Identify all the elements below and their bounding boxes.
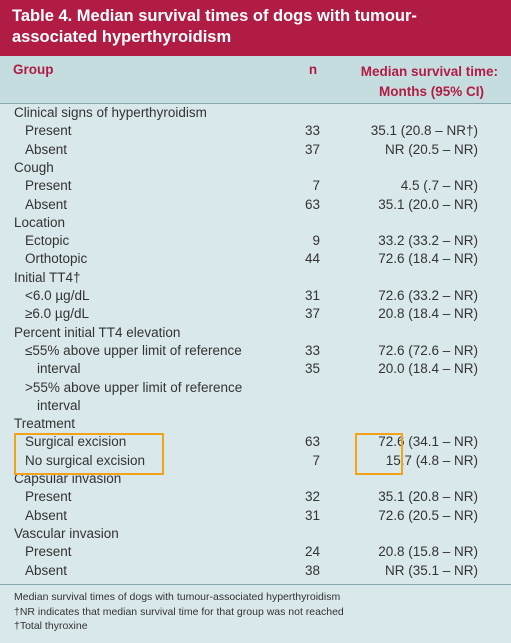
table-row [0,122,511,140]
table-row [0,250,511,268]
table-row [0,397,511,415]
row-label: Capsular invasion [14,471,122,486]
row-median-ci: NR (35.1 – NR) [384,562,478,578]
row-n: 38 [304,562,320,578]
footnote-3: †Total thyroxine [14,620,88,632]
table-row [0,543,511,561]
table-row [0,415,511,433]
table-row [0,360,511,378]
row-label: ≤55% above upper limit of reference [25,342,242,358]
table-row [0,269,511,287]
table-row [0,562,511,580]
table-row [0,177,511,195]
row-label: <6.0 µg/dL [25,288,90,303]
table-row [0,324,511,342]
column-header-median-line-2: Months (95% CI) [378,84,484,99]
row-label: Absent [25,141,68,157]
row-n: 33 [304,123,320,139]
column-header-median [361,62,498,102]
row-label: Present [25,489,72,505]
table-row [0,525,511,543]
row-median-ci: 4.5 (.7 – NR) [400,178,478,194]
table-row [0,159,511,177]
row-median-ci: 20.8 (18.4 – NR) [378,306,478,322]
title-line-1: Table 4. Median survival times of dogs with tumour- [12,7,417,25]
row-median-ci: 20.0 (18.4 – NR) [378,361,478,377]
row-median-ci: NR (20.5 – NR) [384,141,478,157]
row-median-ci: 35.1 (20.0 – NR) [378,196,478,212]
row-label: Surgical excision [25,434,127,450]
row-label: Cough [14,159,54,175]
highlight-box-median-values [355,433,403,475]
row-n: 31 [304,507,320,523]
row-n: 35 [304,361,320,377]
footnote-2: †NR indicates that median survival time for that group was not reached [14,605,344,618]
row-label: interval [37,397,81,413]
column-header-n: n [308,62,318,77]
row-n: 7 [312,452,320,468]
row-median-ci: 72.6 (34.1 – NR) [378,434,478,450]
row-label: Treatment [14,416,76,432]
title-line-2: associated hyperthyroidism [12,28,232,46]
column-header-median-line-1: Median survival time: [360,64,498,79]
footnote-1: Median survival times of dogs with tumour-associated hyperthyroidism [14,591,341,603]
row-label: Absent [25,196,68,212]
row-label: Clinical signs of hyperthyroidism [14,105,207,120]
table-row [0,287,511,305]
row-n: 9 [312,233,320,249]
row-median-ci: 72.6 (18.4 – NR) [378,251,478,267]
table-header [0,56,511,103]
table-row [0,196,511,214]
row-n: 63 [304,196,320,212]
row-n: 33 [304,342,320,358]
column-header-group: Group [13,62,54,77]
row-label: Percent initial TT4 elevation [14,324,181,340]
table-row [0,342,511,360]
row-n: 32 [304,489,320,505]
row-n: 37 [304,141,320,157]
highlight-box-treatment-groups [14,433,164,475]
table-row [0,507,511,525]
row-label: Present [25,544,72,560]
table-row [0,379,511,397]
row-n: 31 [304,288,320,303]
row-label: Present [25,123,72,139]
row-label: Absent [25,507,68,523]
table-row [0,305,511,323]
row-n: 44 [304,251,320,267]
row-n: 37 [304,306,320,322]
row-label: Initial TT4† [14,269,81,285]
row-median-ci: 72.6 (33.2 – NR) [378,288,478,303]
row-label: No surgical excision [25,452,146,468]
table-row [0,104,511,122]
row-label: Absent [25,562,68,578]
row-label: Present [25,178,72,194]
table-row [0,232,511,250]
table-row [0,214,511,232]
row-median-ci: 72.6 (72.6 – NR) [378,342,478,358]
table-footnotes [0,584,511,643]
row-median-ci: 20.8 (15.8 – NR) [378,544,478,560]
row-label: Ectopic [25,233,70,249]
row-median-ci: 33.2 (33.2 – NR) [378,233,478,249]
row-median-ci: 72.6 (20.5 – NR) [378,507,478,523]
row-median-ci: 15.7 (4.8 – NR) [385,452,478,468]
row-n: 24 [304,544,320,560]
row-median-ci: 35.1 (20.8 – NR) [378,489,478,505]
row-label: Orthotopic [25,251,88,267]
row-label: interval [37,361,81,377]
row-label: Vascular invasion [14,525,119,541]
row-label: >55% above upper limit of reference [25,379,243,395]
row-n: 7 [312,178,320,194]
table-title [0,0,511,56]
row-n: 63 [304,434,320,450]
table-row [0,141,511,159]
row-label: Location [14,214,66,230]
table-row [0,488,511,506]
row-median-ci: 35.1 (20.8 – NR†) [370,123,478,139]
row-label: ≥6.0 µg/dL [25,306,89,322]
